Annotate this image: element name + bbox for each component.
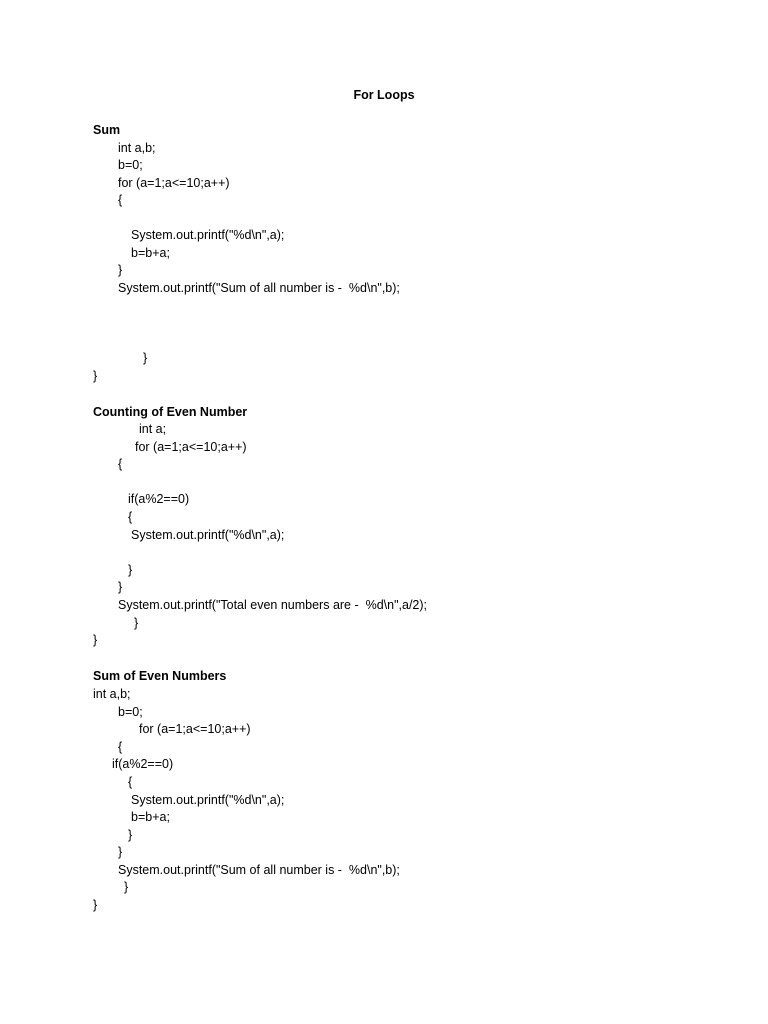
code-line: } xyxy=(134,616,139,630)
code-line: { xyxy=(118,457,123,471)
section-heading-counting-even: Counting of Even Number xyxy=(93,405,248,419)
code-line: } xyxy=(124,880,129,894)
code-line: System.out.printf("%d\n",a); xyxy=(131,228,285,242)
section-heading-sum: Sum xyxy=(93,123,121,137)
code-line: int a,b; xyxy=(118,141,156,155)
code-line: System.out.printf("Sum of all number is - %d\n",b); xyxy=(118,281,400,295)
code-line: int a,b; xyxy=(93,687,131,701)
code-line: } xyxy=(128,828,133,842)
code-line: } xyxy=(93,369,98,383)
code-line: for (a=1;a<=10;a++) xyxy=(118,176,230,190)
code-line: if(a%2==0) xyxy=(128,492,190,506)
code-line: System.out.printf("%d\n",a); xyxy=(131,528,285,542)
code-line: { xyxy=(118,740,123,754)
code-line: int a; xyxy=(139,422,167,436)
code-line: b=0; xyxy=(118,705,143,719)
code-line: } xyxy=(118,580,123,594)
code-line: System.out.printf("%d\n",a); xyxy=(131,793,285,807)
code-line: System.out.printf("Sum of all number is - %d\n",b); xyxy=(118,863,400,877)
code-line: { xyxy=(118,193,123,207)
code-line: } xyxy=(118,263,123,277)
code-line: { xyxy=(128,775,133,789)
code-line: for (a=1;a<=10;a++) xyxy=(135,440,247,454)
code-line: b=b+a; xyxy=(131,810,170,824)
document-title: For Loops xyxy=(353,88,415,102)
code-line: b=0; xyxy=(118,158,143,172)
code-line: b=b+a; xyxy=(131,246,170,260)
code-line: } xyxy=(118,845,123,859)
code-line: if(a%2==0) xyxy=(112,757,174,771)
code-line: } xyxy=(93,898,98,912)
code-line: System.out.printf("Total even numbers are - %d\n",a/2); xyxy=(118,598,428,612)
code-line: } xyxy=(143,351,148,365)
code-line: { xyxy=(128,510,133,524)
code-line: for (a=1;a<=10;a++) xyxy=(139,722,251,736)
code-line: } xyxy=(93,633,98,647)
code-line: } xyxy=(128,563,133,577)
section-heading-sum-even: Sum of Even Numbers xyxy=(93,669,227,683)
